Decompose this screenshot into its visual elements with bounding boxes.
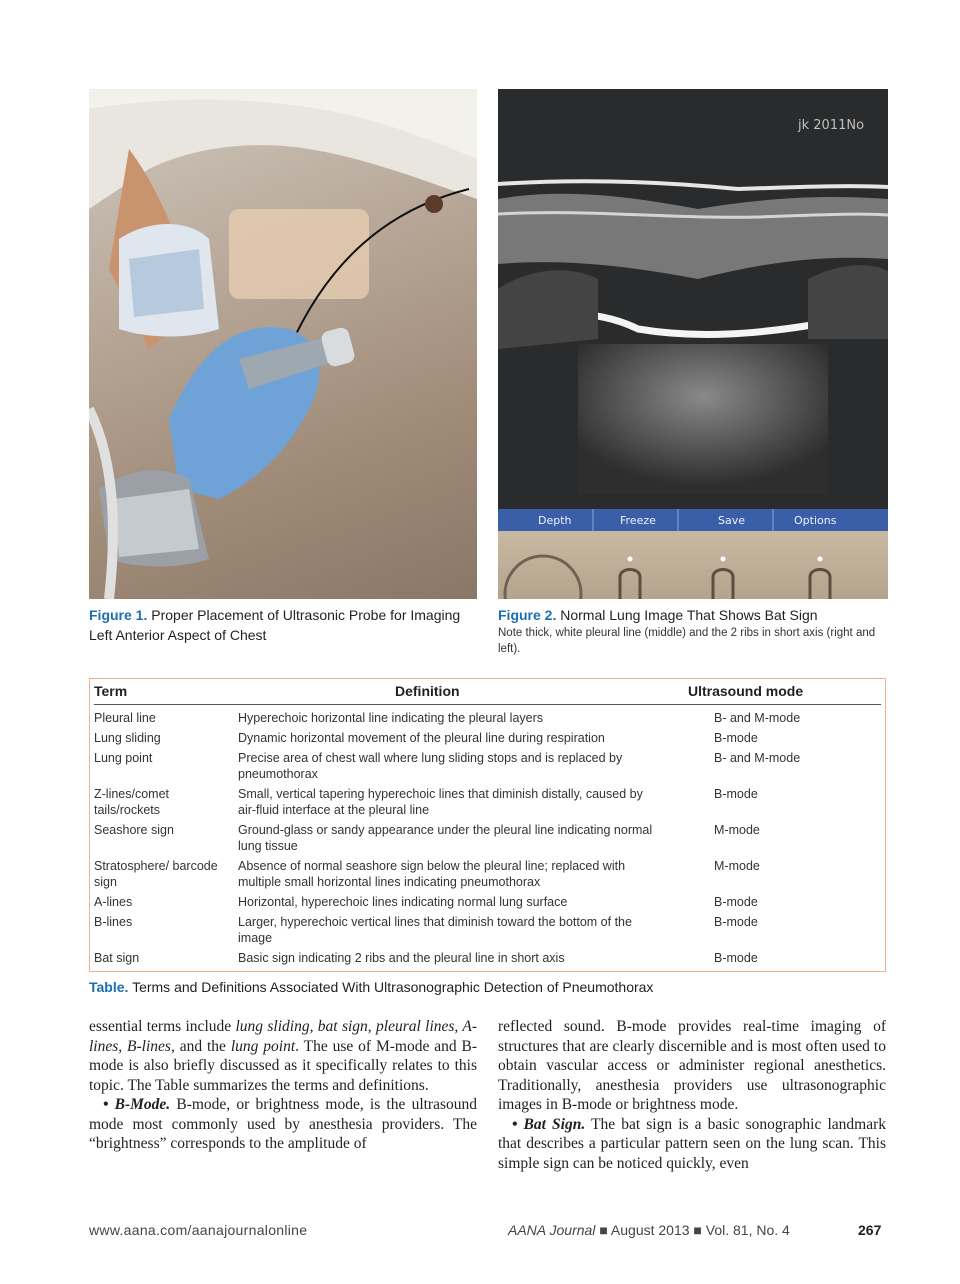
row-definition: Basic sign indicating 2 ribs and the pleural line in short axis [238, 951, 565, 965]
figure-1-caption-text: Proper Placement of Ultrasonic Probe for Imaging Left Anterior Aspect of Chest [89, 607, 461, 643]
screen-corner-text: jk 2011No [798, 118, 865, 133]
row-mode: B- and M-mode [714, 711, 801, 725]
row-definition: Horizontal, hyperechoic lines indicating normal lung surface [238, 895, 568, 909]
body-column-right [498, 1017, 886, 1173]
row-mode: B-mode [714, 787, 758, 801]
row-term: B-lines [94, 915, 133, 929]
row-term: Pleural line [94, 711, 156, 725]
body-paragraph [89, 1095, 477, 1154]
row-mode: B-mode [714, 951, 758, 965]
row-definition: Hyperechoic horizontal line indicating the pleural layers [238, 711, 544, 725]
body-paragraph [498, 1115, 886, 1174]
section-run-in-head: • Bat Sign. [512, 1115, 586, 1133]
section-run-in-head: • B-Mode. [103, 1096, 171, 1113]
body-text: The bat sign is a basic sonographic landmark that describes a particular pattern seen on the lung scan. This simple sign can be noticed quickly, even [498, 1115, 886, 1172]
screen-depth-button: Depth [538, 514, 572, 527]
body-paragraph [89, 1017, 477, 1095]
row-term: Seashore sign [94, 823, 174, 837]
body-text: . The use of M-mode and B-mode is also briefly discussed as it specifically relates to this topic. The Table summarizes the terms and definitions. [89, 1037, 477, 1094]
row-mode: B-mode [714, 915, 758, 929]
body-text: B-mode, or brightness mode, is the ultrasound mode most commonly used by anesthesia providers. The “brightness” corresponds to the amplitude of [89, 1096, 478, 1152]
footer-journal-info [508, 1222, 790, 1238]
body-italic-text: lung point [230, 1037, 296, 1055]
footer-url: www.aana.com/aanajournalonline [89, 1222, 308, 1238]
figure-1-photo [89, 89, 477, 599]
row-mode: M-mode [714, 823, 760, 837]
table-caption-label: Table. [89, 979, 129, 995]
page-number: 267 [858, 1222, 882, 1238]
figure-2-ultrasound-image [498, 89, 888, 599]
table-caption [89, 979, 653, 995]
table-header-rule [94, 704, 881, 705]
row-definition: Small, vertical tapering hyperechoic lines that diminish distally, caused by air-fluid interface at the pleural line [238, 787, 643, 817]
table-header-definition: Definition [395, 683, 460, 699]
footer-issue-date: August 2013 [610, 1222, 690, 1238]
row-mode: B- and M-mode [714, 751, 801, 765]
table-header-term: Term [94, 683, 128, 699]
row-term: A-lines [94, 895, 133, 909]
row-definition: Dynamic horizontal movement of the pleural line during respiration [238, 731, 605, 745]
row-definition: Ground-glass or sandy appearance under the pleural line indicating normal lung tissue [238, 823, 653, 853]
footer-volume: Vol. 81, No. 4 [705, 1222, 790, 1238]
body-paragraph: reflected sound. B-mode provides real-time imaging of structures that are clearly discernible and is most often used to obtain vascular access or administer regional anesthetics. Traditionally, anesthesia providers use ultrasonographic images in B-mode or brightness mode. [498, 1018, 886, 1113]
row-definition: Absence of normal seashore sign below the pleural line; replaced with multiple small horizontal lines indicating pneumothorax [238, 859, 626, 889]
body-column-left [89, 1017, 477, 1154]
body-italic-text: lung sliding, bat sign, pleural lines, A-lines, B-lines [89, 1018, 477, 1055]
row-mode: M-mode [714, 859, 760, 873]
footer-journal-name: AANA Journal [508, 1222, 596, 1238]
row-term: Bat sign [94, 951, 140, 965]
footer-separator: ■ [693, 1222, 702, 1238]
body-text: , and the [170, 1037, 231, 1055]
row-term: Z-lines/comet tails/rockets [94, 787, 170, 817]
body-text: essential terms include [89, 1018, 236, 1035]
row-term: Lung point [94, 751, 153, 765]
footer-separator: ■ [599, 1222, 608, 1238]
table-header-mode: Ultrasound mode [688, 683, 804, 699]
row-definition: Larger, hyperechoic vertical lines that diminish toward the bottom of the image [238, 915, 632, 945]
figure-2-caption [498, 605, 893, 657]
row-definition: Precise area of chest wall where lung sliding stops and is replaced by pneumothorax [238, 751, 623, 781]
row-term: Lung sliding [94, 731, 161, 745]
row-term: Stratosphere/ barcode sign [94, 859, 218, 889]
figure-1-label: Figure 1. [89, 607, 148, 623]
figure-2-label: Figure 2. [498, 607, 557, 623]
screen-options-button: Options [794, 514, 837, 527]
row-mode: B-mode [714, 895, 758, 909]
terms-table [89, 678, 886, 972]
table-caption-text: Terms and Definitions Associated With Ultrasonographic Detection of Pneumothorax [132, 979, 654, 995]
screen-freeze-button: Freeze [620, 514, 656, 527]
figure-2-caption-text: Normal Lung Image That Shows Bat Sign [560, 607, 818, 623]
row-mode: B-mode [714, 731, 758, 745]
screen-save-button: Save [718, 514, 746, 527]
figure-1-caption [89, 605, 469, 645]
figure-2-note: Note thick, white pleural line (middle) and the 2 ribs in short axis (right and left). [498, 627, 876, 655]
